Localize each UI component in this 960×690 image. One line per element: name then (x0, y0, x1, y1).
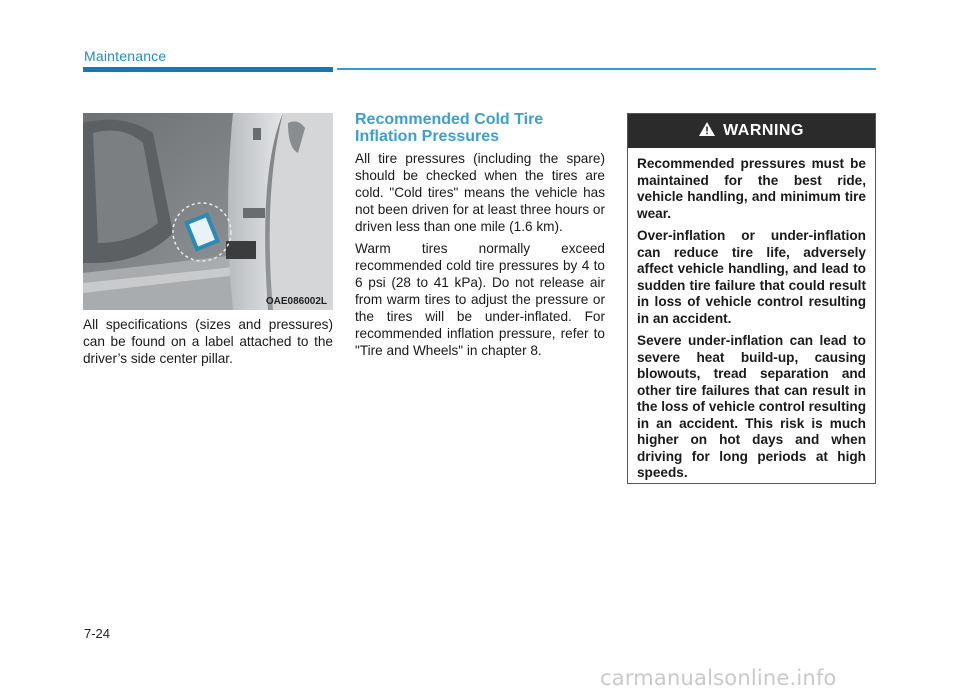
header-rule-dark (83, 67, 333, 72)
warning-title: WARNING (723, 122, 804, 139)
warning-paragraph: Over-inflation or under-inflation can reduce tire life, adversely affect vehicle handling, and lead to sudden tire failure that could result in loss of vehicle control resulting in an accident. (637, 228, 866, 326)
page-number: 7-24 (84, 626, 111, 641)
body-paragraph: All tire pressures (including the spare) should be checked when the tires are cold. "Cold tires" means the vehicle has not been driven for at least three hours or driven less than one mile (1.6 km). (355, 151, 605, 234)
warning-triangle-icon (699, 122, 715, 141)
body-paragraph: Warm tires normally exceed recommended cold tire pressures by 4 to 6 psi (28 to 41 kPa). Do not release air from warm tires to adjust the pressure or the tires will be under-inflated. For recommended inflation pressure, refer to "Tire and Wheels" in chapter 8. (355, 241, 605, 358)
watermark: carmanualsonline.info (600, 666, 837, 690)
warning-box (627, 113, 876, 484)
header-rule-light (337, 68, 876, 70)
door-pillar-illustration (83, 113, 333, 310)
warning-header (628, 114, 875, 148)
tire-label-photo (83, 113, 333, 310)
label-location-paragraph: All specifications (sizes and pressures) can be found on a label attached to the driver’s side center pillar. (83, 317, 333, 366)
section-title: Maintenance (84, 48, 167, 64)
section-heading: Recommended Cold Tire Inflation Pressures (355, 111, 544, 145)
warning-paragraph: Recommended pressures must be maintained for the best ride, vehicle handling, and minimum tire wear. (637, 156, 866, 221)
warning-body (628, 148, 875, 482)
figure-code: OAE086002L (265, 296, 327, 307)
warning-paragraph: Severe under-inflation can lead to severe heat build-up, causing blowouts, tread separation and other tire failures that can result in the loss of vehicle control resulting in an accident. This risk is much higher on hot days and when driving for long periods at high speeds. (637, 333, 866, 480)
inflation-body (355, 150, 605, 364)
